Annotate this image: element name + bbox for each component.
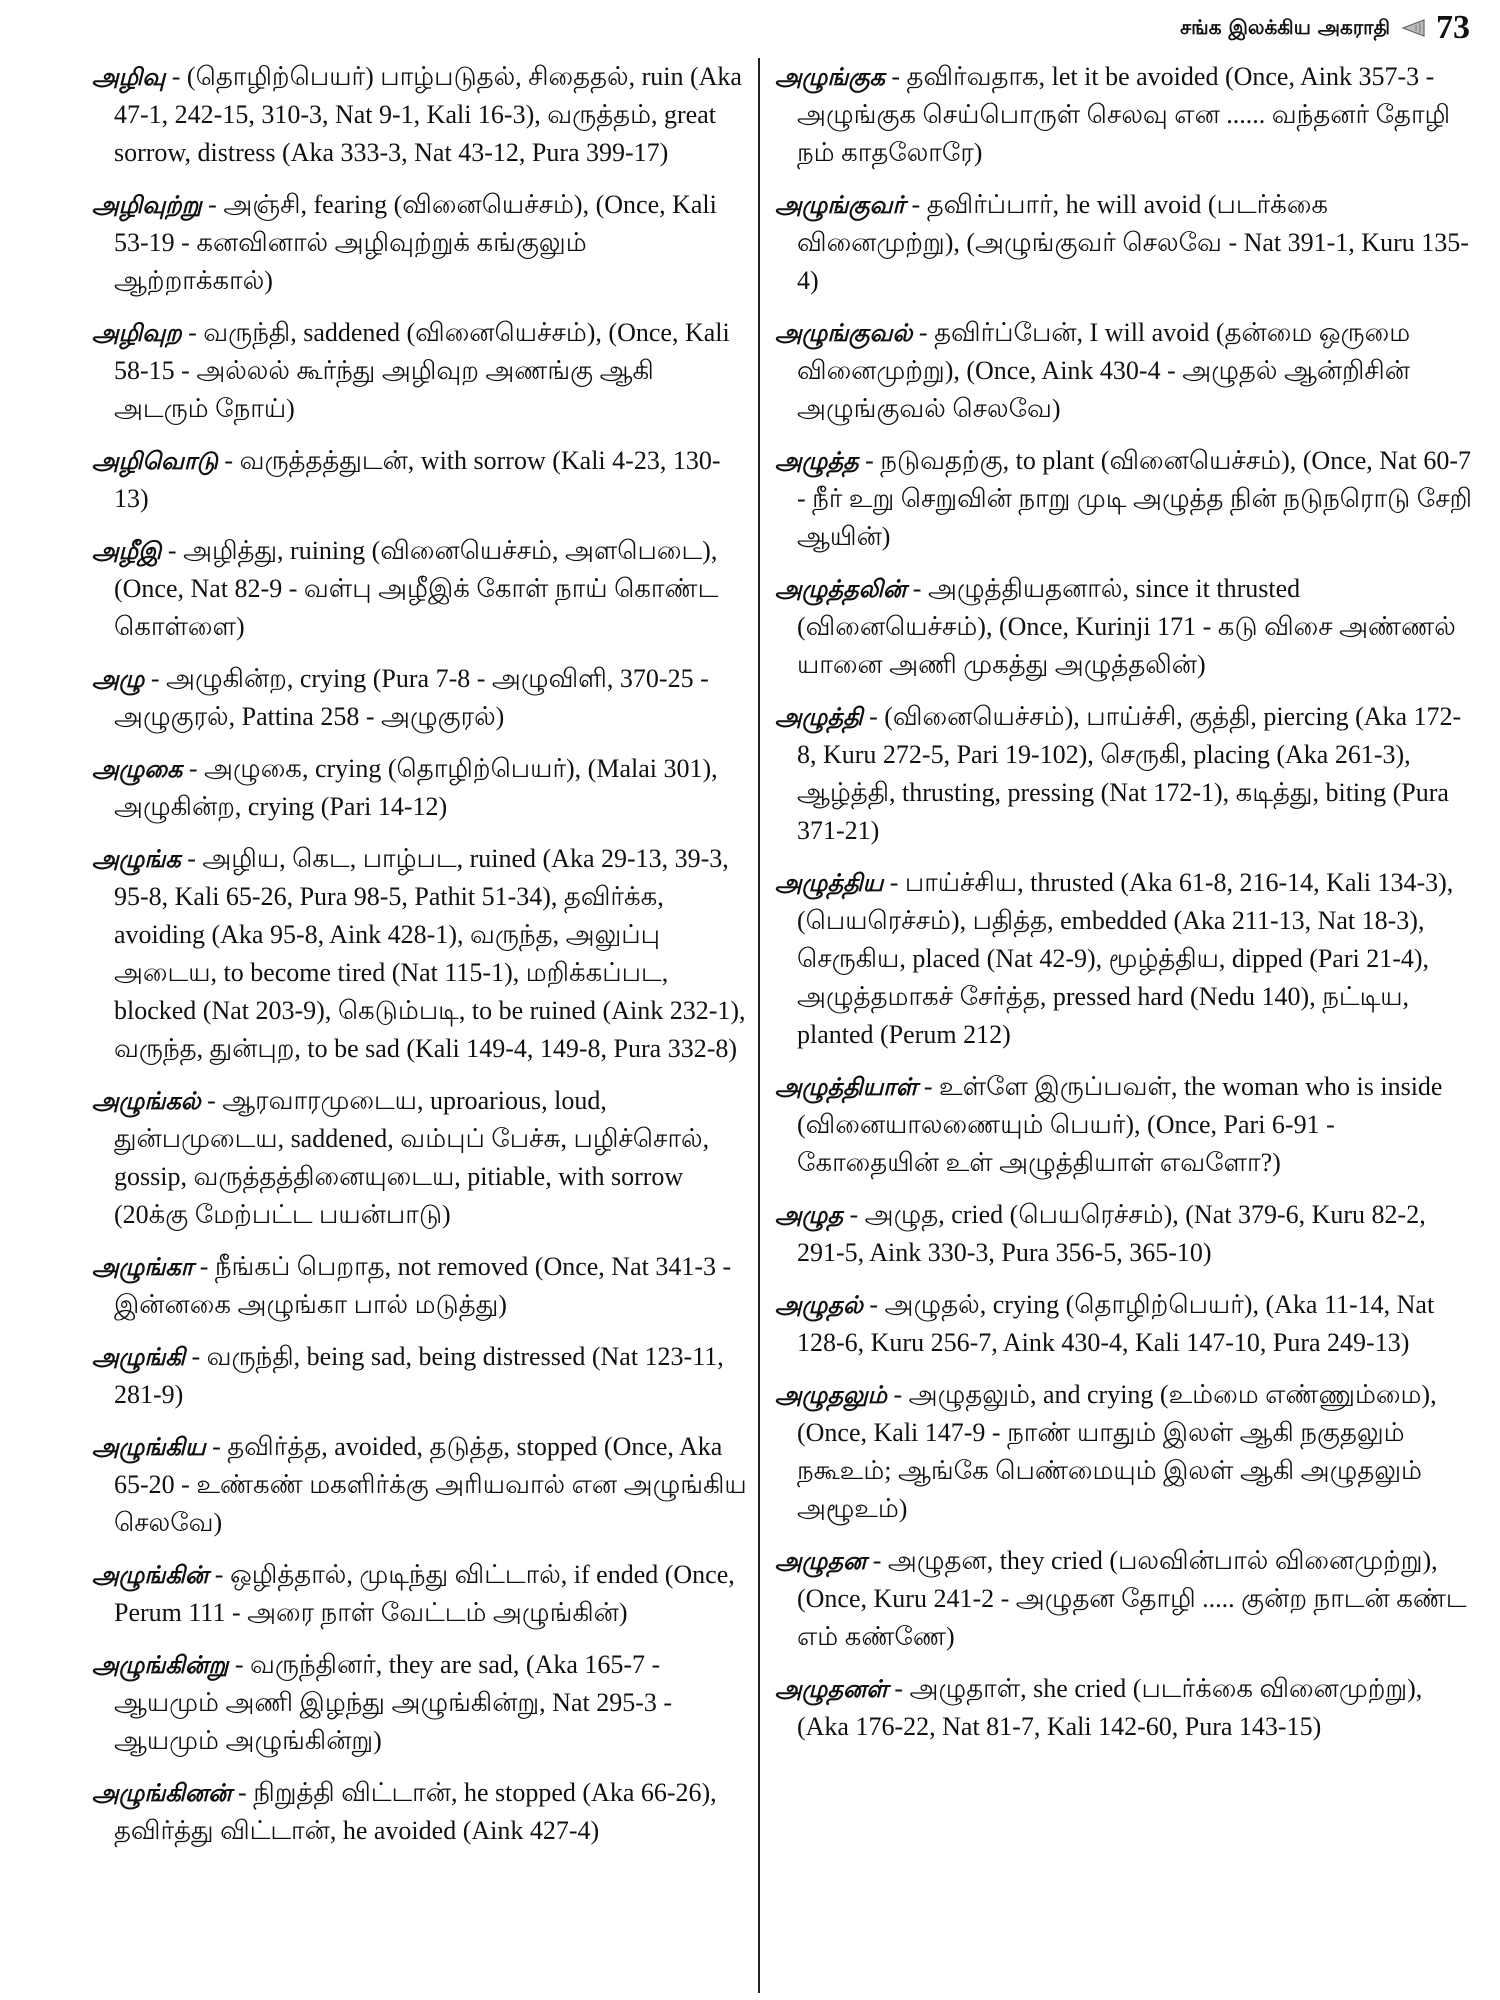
entry-definition: - தவிர்வதாக, let it be avoided (Once, Aink 357-3 - அழுங்குக செய்பொருள் செலவு என ...... வந்தனர் தோழி நம் காதலோரே) <box>797 62 1451 167</box>
entry-headword: அழுங்கின் <box>92 1561 209 1589</box>
dictionary-entry <box>775 570 1475 684</box>
dictionary-entry <box>92 750 747 826</box>
entry-definition: - (வினையெச்சம்), பாய்ச்சி, குத்தி, piercing (Aka 172-8, Kuru 272-5, Pari 19-102), செருகி, placing (Aka 261-3), ஆழ்த்தி, thrusting, pressing (Nat 172-1), கடித்து, biting (Pura 371-21) <box>797 702 1462 845</box>
dictionary-entry <box>92 1774 747 1850</box>
entry-headword: அழிவொடு <box>92 447 218 475</box>
dictionary-entry <box>92 1556 747 1632</box>
entry-headword: அழுங்கா <box>92 1253 194 1281</box>
entry-headword: அழுங்குக <box>775 63 885 91</box>
dictionary-entry <box>775 864 1475 1054</box>
entry-definition: - அழுத்தியதனால், since it thrusted (வினையெச்சம்), (Once, Kurinji 171 - கடு விசை அண்ணல் யானை அணி முகத்து அழுத்தலின்) <box>797 574 1456 679</box>
entry-headword: அழுத்திய <box>775 869 884 897</box>
entry-definition: - நீங்கப் பெறாத, not removed (Once, Nat 341-3 - இன்னகை அழுங்கா பால் மடுத்து) <box>114 1252 732 1319</box>
entry-headword: அழுங்கினன் <box>92 1779 232 1807</box>
entry-headword: அழுங்கல் <box>92 1087 201 1115</box>
entry-definition: - தவிர்த்த, avoided, தடுத்த, stopped (Once, Aka 65-20 - உண்கண் மகளிர்க்கு அரியவால் என அழுங்கிய செலவே) <box>114 1432 747 1537</box>
entry-headword: அழுங்குவர் <box>775 191 906 219</box>
entry-definition: - அழித்து, ruining (வினையெச்சம், அளபெடை), (Once, Nat 82-9 - வள்பு அழீஇக் கோள் நாய் கொண்ட கொள்ளை) <box>114 536 719 641</box>
dictionary-entry <box>775 1068 1475 1182</box>
dictionary-entry <box>92 58 747 172</box>
entry-headword: அழுத்த <box>775 447 859 475</box>
dictionary-entry <box>92 1248 747 1324</box>
entry-definition: - தவிர்ப்பேன், I will avoid (தன்மை ஒருமை வினைமுற்று), (Once, Aink 430-4 - அழுதல் ஆன்றிசின் அழுங்குவல் செலவே) <box>797 318 1411 423</box>
entry-definition: - அழிய, கெட, பாழ்பட, ruined (Aka 29-13, 39-3, 95-8, Kali 65-26, Pura 98-5, Pathit 51-34), தவிர்க்க, avoiding (Aka 95-8, Aink 428-1), வருந்த, அலுப்பு அடைய, to become tired (Nat 115-1), மறிக்கப்பட, blocked (Nat 203-9), கெடும்படி, to be ruined (Aink 232-1), வருந்த, துன்புற, to be sad (Kali 149-4, 149-8, Pura 332-8) <box>114 844 746 1063</box>
entry-headword: அழீஇ <box>92 537 162 565</box>
dictionary-entry <box>92 532 747 646</box>
dictionary-entry <box>92 1338 747 1414</box>
entry-definition: - அழுகின்ற, crying (Pura 7-8 - அழுவிளி, 370-25 - அழுகுரல், Pattina 258 - அழுகுரல்) <box>114 664 709 731</box>
page-header <box>1180 8 1470 48</box>
entry-headword: அழுத்தி <box>775 703 863 731</box>
entry-definition: - வருத்தத்துடன், with sorrow (Kali 4-23, 130-13) <box>114 446 721 513</box>
dictionary-entry <box>92 1428 747 1542</box>
entry-headword: அழுதலும் <box>775 1381 887 1409</box>
dictionary-entry <box>775 1286 1475 1362</box>
dictionary-entry <box>92 660 747 736</box>
page-number: 73 <box>1436 9 1470 46</box>
left-column <box>92 58 747 1993</box>
entry-headword: அழுதன <box>775 1547 867 1575</box>
entry-definition: - நிறுத்தி விட்டான், he stopped (Aka 66-26), தவிர்த்து விட்டான், he avoided (Aink 427-4) <box>114 1778 717 1845</box>
entry-headword: அழுங்கி <box>92 1343 185 1371</box>
right-column <box>775 58 1475 1993</box>
entry-definition: - அழுதன, they cried (பலவின்பால் வினைமுற்று), (Once, Kuru 241-2 - அழுதன தோழி ..... குன்ற நாடன் கண்ட எம் கண்ணே) <box>797 1546 1467 1651</box>
entry-definition: - வருந்தி, saddened (வினையெச்சம்), (Once, Kali 58-15 - அல்லல் கூர்ந்து அழிவுற அணங்கு ஆகி அடரும் நோய்) <box>114 318 730 423</box>
entry-definition: - அஞ்சி, fearing (வினையெச்சம்), (Once, Kali 53-19 - கனவினால் அழிவுற்றுக் கங்குலும் ஆற்றாக்கால்) <box>114 190 717 295</box>
entry-headword: அழுங்கிய <box>92 1433 206 1461</box>
entry-headword: அழுத்தியாள் <box>775 1073 918 1101</box>
dictionary-entry <box>92 314 747 428</box>
dictionary-entry <box>92 1646 747 1760</box>
entry-definition: - உள்ளே இருப்பவள், the woman who is inside (வினையாலணையும் பெயர்), (Once, Pari 6-91 - கோதையின் உள் அழுத்தியாள் எவளோ?) <box>797 1072 1443 1177</box>
entry-definition: - அழுதல், crying (தொழிற்பெயர்), (Aka 11-14, Nat 128-6, Kuru 256-7, Aink 430-4, Kali 147-10, Pura 249-13) <box>797 1290 1435 1357</box>
column-divider <box>758 58 760 1993</box>
entry-headword: அழிவுற்று <box>92 191 202 219</box>
entry-headword: அழுங்குவல் <box>775 319 913 347</box>
entry-definition: - அழுத, cried (பெயரெச்சம்), (Nat 379-6, Kuru 82-2, 291-5, Aink 330-3, Pura 356-5, 365-10) <box>797 1200 1426 1267</box>
dictionary-entry <box>92 1082 747 1234</box>
entry-definition: - வருந்தி, being sad, being distressed (Nat 123-11, 281-9) <box>114 1342 724 1409</box>
entry-headword: அழு <box>92 665 145 693</box>
entry-definition: - தவிர்ப்பார், he will avoid (படர்க்கை வினைமுற்று), (அழுங்குவர் செலவே - Nat 391-1, Kuru 135-4) <box>797 190 1469 295</box>
dictionary-entry <box>775 186 1475 300</box>
dictionary-entry <box>775 1376 1475 1528</box>
dictionary-entry <box>92 186 747 300</box>
entry-headword: அழிவு <box>92 63 166 91</box>
dictionary-entry <box>92 442 747 518</box>
running-title: சங்க இலக்கிய அகராதி <box>1180 14 1390 39</box>
dictionary-entry <box>775 698 1475 850</box>
dictionary-entry <box>775 1542 1475 1656</box>
dictionary-entry <box>775 58 1475 172</box>
entry-definition: - ஆரவாரமுடைய, uproarious, loud, துன்பமுடைய, saddened, வம்புப் பேச்சு, பழிச்சொல், gossip, வருத்தத்தினையுடைய, pitiable, with sorrow (20க்கு மேற்பட்ட பயன்பாடு) <box>114 1086 710 1229</box>
entry-definition: - ஒழித்தால், முடிந்து விட்டால், if ended (Once, Perum 111 - அரை நாள் வேட்டம் அழுங்கின்) <box>114 1560 735 1627</box>
dictionary-entry <box>775 1196 1475 1272</box>
entry-definition: - (தொழிற்பெயர்) பாழ்படுதல், சிதைதல், ruin (Aka 47-1, 242-15, 310-3, Nat 9-1, Kali 16-3), வருத்தம், great sorrow, distress (Aka 333-3, Nat 43-12, Pura 399-17) <box>114 62 742 167</box>
entry-headword: அழுத்தலின் <box>775 575 907 603</box>
dictionary-entry <box>92 840 747 1068</box>
entry-headword: அழுங்க <box>92 845 181 873</box>
entry-headword: அழுதல் <box>775 1291 863 1319</box>
entry-headword: அழுகை <box>92 755 183 783</box>
entry-definition: - அழுகை, crying (தொழிற்பெயர்), (Malai 301), அழுகின்ற, crying (Pari 14-12) <box>114 754 718 821</box>
entry-headword: அழுதனள் <box>775 1675 888 1703</box>
dictionary-entry <box>775 1670 1475 1746</box>
entry-definition: - வருந்தினர், they are sad, (Aka 165-7 - ஆயமும் அணி இழந்து அழுங்கின்று, Nat 295-3 - ஆயமும் அழுங்கின்று) <box>114 1650 673 1755</box>
left-arrow-icon <box>1400 18 1426 38</box>
entry-definition: - அழுதாள், she cried (படர்க்கை வினைமுற்று), (Aka 176-22, Nat 81-7, Kali 142-60, Pura 143-15) <box>797 1674 1423 1741</box>
entry-headword: அழுத <box>775 1201 843 1229</box>
entry-definition: - அழுதலும், and crying (உம்மை எண்ணும்மை), (Once, Kali 147-9 - நாண் யாதும் இலள் ஆகி நகுதலும் நகூஉம்; ஆங்கே பெண்மையும் இலள் ஆகி அழுதலும் அழூஉம்) <box>797 1380 1437 1523</box>
entry-definition: - பாய்ச்சிய, thrusted (Aka 61-8, 216-14, Kali 134-3), (பெயரெச்சம்), பதித்த, embedded (Aka 211-13, Nat 18-3), செருகிய, placed (Nat 42-9), மூழ்த்திய, dipped (Pari 21-4), அழுத்தமாகச் சேர்த்த, pressed hard (Nedu 140), நட்டிய, planted (Perum 212) <box>797 868 1454 1049</box>
dictionary-entry <box>775 442 1475 556</box>
entry-headword: அழிவுற <box>92 319 182 347</box>
entry-headword: அழுங்கின்று <box>92 1651 229 1679</box>
dictionary-entry <box>775 314 1475 428</box>
entry-definition: - நடுவதற்கு, to plant (வினையெச்சம்), (Once, Nat 60-7 - நீர் உறு செறுவின் நாறு முடி அழுத்த நின் நடுநரொடு சேறி ஆயின்) <box>797 446 1472 551</box>
